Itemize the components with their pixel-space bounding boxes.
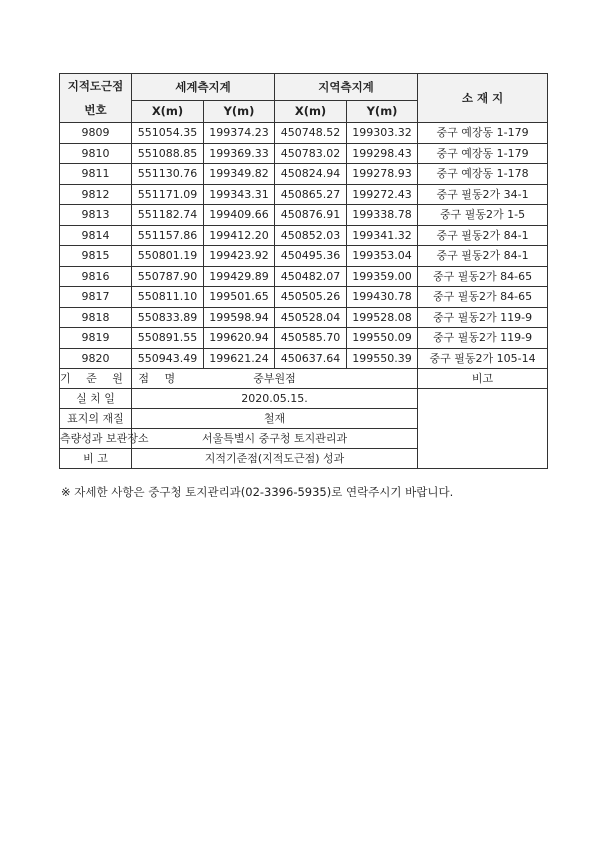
- regional-x-cell: 450482.07: [275, 266, 347, 287]
- regional-x-cell: 450852.03: [275, 225, 347, 246]
- header-world-geodetic: 세계측지계: [132, 74, 275, 101]
- world-y-cell: 199343.31: [204, 184, 275, 205]
- point-number-cell: 9815: [60, 246, 132, 267]
- point-number-cell: 9809: [60, 123, 132, 144]
- remark-label: 비 고: [60, 449, 132, 469]
- header-regional-y: Y(m): [347, 100, 418, 122]
- table-header: [60, 74, 548, 123]
- table-row: [60, 225, 548, 246]
- point-number-cell: 9816: [60, 266, 132, 287]
- install-date-value: 2020.05.15.: [132, 389, 418, 409]
- world-x-cell: 551171.09: [132, 184, 204, 205]
- table-row: [60, 246, 548, 267]
- regional-x-cell: 450528.04: [275, 307, 347, 328]
- point-number-cell: 9817: [60, 287, 132, 308]
- regional-y-cell: 199430.78: [347, 287, 418, 308]
- header-world-y: Y(m): [204, 100, 275, 122]
- install-date-label: 실 치 일: [60, 389, 132, 409]
- point-number-cell: 9811: [60, 164, 132, 185]
- world-y-cell: 199369.33: [204, 143, 275, 164]
- regional-x-cell: 450865.27: [275, 184, 347, 205]
- regional-x-cell: 450824.94: [275, 164, 347, 185]
- table-row: [60, 184, 548, 205]
- header-location: 소 재 지: [418, 74, 548, 123]
- world-y-cell: 199501.65: [204, 287, 275, 308]
- world-y-cell: 199620.94: [204, 328, 275, 349]
- regional-y-cell: 199338.78: [347, 205, 418, 226]
- regional-y-cell: 199550.39: [347, 348, 418, 369]
- world-y-cell: 199349.82: [204, 164, 275, 185]
- world-x-cell: 550811.10: [132, 287, 204, 308]
- world-x-cell: 551054.35: [132, 123, 204, 144]
- regional-y-cell: 199550.09: [347, 328, 418, 349]
- location-cell: 중구 필동2가 84-1: [418, 225, 548, 246]
- location-cell: 중구 예장동 1-179: [418, 143, 548, 164]
- table-row: [60, 348, 548, 369]
- header-world-x: X(m): [132, 100, 204, 122]
- world-x-cell: 551157.86: [132, 225, 204, 246]
- location-cell: 중구 필동2가 34-1: [418, 184, 548, 205]
- point-number-cell: 9814: [60, 225, 132, 246]
- regional-x-cell: 450505.26: [275, 287, 347, 308]
- remark-cell: [418, 389, 548, 469]
- point-number-cell: 9819: [60, 328, 132, 349]
- world-y-cell: 199409.66: [204, 205, 275, 226]
- survey-points-table: [59, 73, 548, 469]
- header-regional-x: X(m): [275, 100, 347, 122]
- world-x-cell: 550801.19: [132, 246, 204, 267]
- location-cell: 중구 필동2가 84-65: [418, 287, 548, 308]
- data-rows: [60, 123, 548, 369]
- world-y-cell: 199621.24: [204, 348, 275, 369]
- table-row: [60, 123, 548, 144]
- origin-label: 기 준 원 점 명: [60, 369, 132, 389]
- material-label: 표지의 재질: [60, 409, 132, 429]
- location-cell: 중구 필동2가 105-14: [418, 348, 548, 369]
- regional-x-cell: 450495.36: [275, 246, 347, 267]
- point-number-cell: 9813: [60, 205, 132, 226]
- point-number-cell: 9810: [60, 143, 132, 164]
- location-cell: 중구 필동2가 119-9: [418, 328, 548, 349]
- regional-x-cell: 450876.91: [275, 205, 347, 226]
- location-cell: 중구 필동2가 1-5: [418, 205, 548, 226]
- material-value: 철재: [132, 409, 418, 429]
- remark-header: 비고: [418, 369, 548, 389]
- point-number-cell: 9818: [60, 307, 132, 328]
- world-x-cell: 551088.85: [132, 143, 204, 164]
- regional-y-cell: 199272.43: [347, 184, 418, 205]
- storage-value: 서울특별시 중구청 토지관리과: [132, 429, 418, 449]
- world-y-cell: 199429.89: [204, 266, 275, 287]
- storage-label: 측량성과 보관장소: [60, 429, 132, 449]
- point-number-cell: 9812: [60, 184, 132, 205]
- point-number-cell: 9820: [60, 348, 132, 369]
- origin-value: 중부원점: [132, 369, 418, 389]
- regional-x-cell: 450637.64: [275, 348, 347, 369]
- location-cell: 중구 예장동 1-179: [418, 123, 548, 144]
- table-footer: [60, 369, 548, 469]
- location-cell: 중구 필동2가 84-1: [418, 246, 548, 267]
- regional-y-cell: 199528.08: [347, 307, 418, 328]
- regional-x-cell: 450783.02: [275, 143, 347, 164]
- world-x-cell: 551130.76: [132, 164, 204, 185]
- world-y-cell: 199423.92: [204, 246, 275, 267]
- header-point-number: [60, 74, 132, 123]
- contact-note: ※ 자세한 사항은 중구청 토지관리과(02-3396-5935)로 연락주시기 바랍니다.: [61, 485, 454, 499]
- remark-value: 지적기준점(지적도근점) 성과: [132, 449, 418, 469]
- regional-y-cell: 199298.43: [347, 143, 418, 164]
- world-y-cell: 199412.20: [204, 225, 275, 246]
- table-row: [60, 266, 548, 287]
- table-row: [60, 205, 548, 226]
- world-x-cell: 550787.90: [132, 266, 204, 287]
- world-x-cell: 550833.89: [132, 307, 204, 328]
- table-row: [60, 307, 548, 328]
- header-regional-geodetic: 지역측지계: [275, 74, 418, 101]
- world-x-cell: 551182.74: [132, 205, 204, 226]
- world-y-cell: 199598.94: [204, 307, 275, 328]
- regional-x-cell: 450748.52: [275, 123, 347, 144]
- regional-x-cell: 450585.70: [275, 328, 347, 349]
- regional-y-cell: 199341.32: [347, 225, 418, 246]
- regional-y-cell: 199359.00: [347, 266, 418, 287]
- header-point-number-line1: 지적도근점: [67, 79, 124, 93]
- header-point-number-line2: 번호: [84, 103, 107, 117]
- regional-y-cell: 199303.32: [347, 123, 418, 144]
- world-y-cell: 199374.23: [204, 123, 275, 144]
- location-cell: 중구 예장동 1-178: [418, 164, 548, 185]
- world-x-cell: 550891.55: [132, 328, 204, 349]
- regional-y-cell: 199353.04: [347, 246, 418, 267]
- world-x-cell: 550943.49: [132, 348, 204, 369]
- location-cell: 중구 필동2가 84-65: [418, 266, 548, 287]
- regional-y-cell: 199278.93: [347, 164, 418, 185]
- table-row: [60, 164, 548, 185]
- location-cell: 중구 필동2가 119-9: [418, 307, 548, 328]
- table-row: [60, 143, 548, 164]
- table-row: [60, 287, 548, 308]
- table-row: [60, 328, 548, 349]
